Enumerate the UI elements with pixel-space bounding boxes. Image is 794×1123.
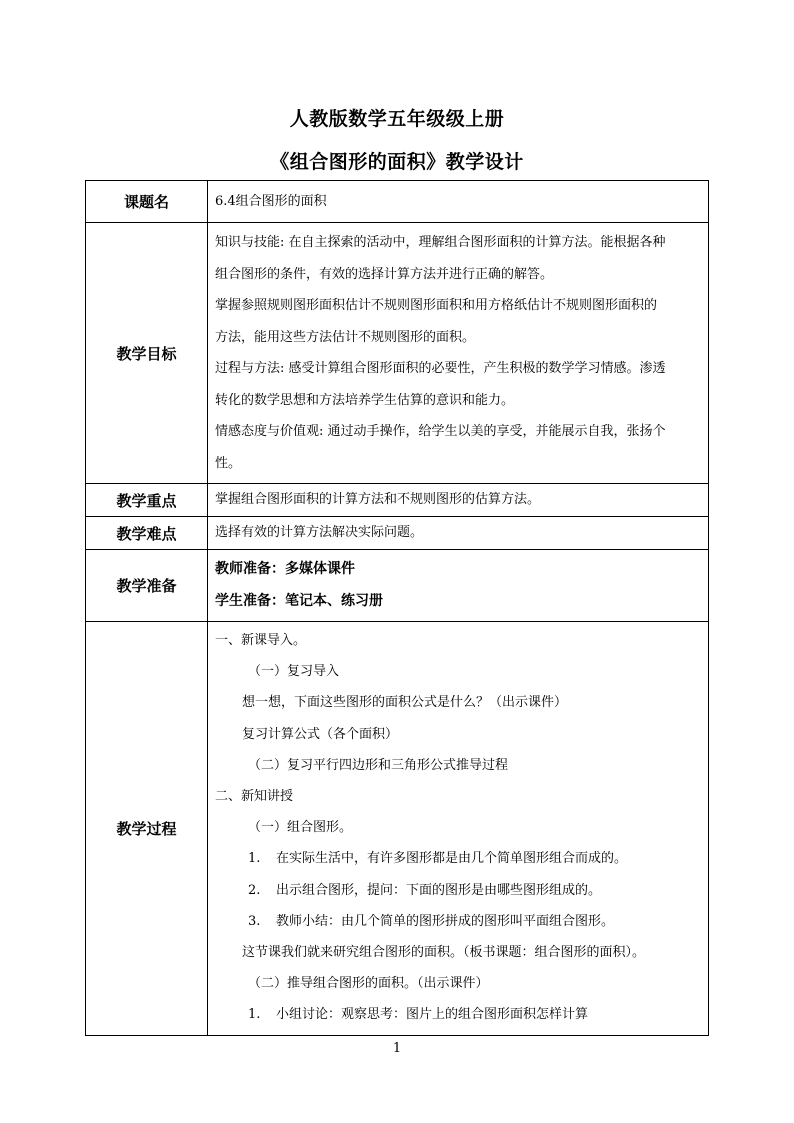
item-text: 在实际生活中，有许多图形都是由几个简单图形组合而成的。 bbox=[276, 851, 628, 867]
process-text: 这节课我们就来研究组合图形的面积。（板书课题：组合图形的面积）。 bbox=[242, 945, 646, 961]
goals-label: 教学目标 bbox=[86, 223, 208, 484]
goals-line: 方法，能用这些方法估计不规则图形的面积。 bbox=[215, 329, 476, 345]
numbered-item bbox=[215, 875, 702, 906]
document-title: 人教版数学五年级级上册 bbox=[289, 108, 505, 130]
goals-line: 情感态度与价值观: 通过动手操作，给学生以美的享受，并能展示自我，张扬个 bbox=[215, 424, 666, 439]
goals-line: 性。 bbox=[215, 455, 242, 471]
goals-line: 转化的数学思想和方法培养学生估算的意识和能力。 bbox=[215, 392, 515, 408]
subsection-heading: （二）推导组合图形的面积。（出示课件） bbox=[248, 976, 489, 992]
item-number: 3. bbox=[248, 913, 261, 929]
table-row-goals bbox=[86, 223, 709, 484]
document-subtitle: 《组合图形的面积》教学设计 bbox=[270, 151, 524, 173]
lesson-plan-table bbox=[85, 180, 709, 1036]
process-content bbox=[208, 622, 709, 1036]
preparation-label: 教学准备 bbox=[86, 550, 208, 622]
table-row-preparation bbox=[86, 550, 709, 622]
item-text: 出示组合图形，提问：下面的图形是由哪些图形组成的。 bbox=[276, 882, 602, 898]
item-number: 1. bbox=[248, 851, 261, 867]
student-preparation: 学生准备：笔记本、练习册 bbox=[215, 592, 383, 609]
item-text: 教师小结：由几个简单的图形拼成的图形叫平面组合图形。 bbox=[276, 913, 615, 929]
numbered-item bbox=[215, 843, 702, 874]
item-number: 2. bbox=[248, 882, 261, 898]
item-text: 小组讨论：观察思考：图片上的组合图形面积怎样计算 bbox=[276, 1007, 589, 1023]
page-number: 1 bbox=[392, 1041, 402, 1056]
table-row-process bbox=[86, 622, 709, 1036]
topic-value: 6.4组合图形的面积 bbox=[208, 181, 709, 223]
numbered-item bbox=[215, 999, 702, 1030]
goals-line: 组合图形的条件，有效的选择计算方法并进行正确的解答。 bbox=[215, 266, 554, 282]
topic-label: 课题名 bbox=[86, 181, 208, 223]
key-points-label: 教学重点 bbox=[86, 484, 208, 517]
process-text: 复习计算公式（各个面积） bbox=[242, 726, 399, 742]
goals-line: 知识与技能: 在自主探索的活动中，理解组合图形面积的计算方法。能根据各种 bbox=[215, 235, 666, 250]
subsection-heading: （一）复习导入 bbox=[248, 664, 340, 680]
table-row-difficulties bbox=[86, 517, 709, 550]
section-heading: 一、新课导入。 bbox=[215, 633, 307, 648]
preparation-content bbox=[208, 550, 709, 622]
subsection-heading: （一）组合图形。 bbox=[248, 820, 353, 836]
teacher-preparation: 教师准备：多媒体课件 bbox=[215, 561, 355, 577]
table-row-topic bbox=[86, 181, 709, 223]
key-points-value: 掌握组合图形面积的计算方法和不规则图形的估算方法。 bbox=[208, 484, 709, 517]
table-row-key-points bbox=[86, 484, 709, 517]
goals-line: 过程与方法: 感受计算组合图形面积的必要性，产生积极的数学学习情感。渗透 bbox=[215, 361, 666, 376]
process-label: 教学过程 bbox=[86, 622, 208, 1036]
goals-content bbox=[208, 223, 709, 484]
section-heading: 二、新知讲授 bbox=[215, 789, 294, 805]
difficulties-label: 教学难点 bbox=[86, 517, 208, 550]
difficulties-value: 选择有效的计算方法解决实际问题。 bbox=[208, 517, 709, 550]
numbered-item bbox=[215, 906, 702, 937]
goals-line: 掌握参照规则图形面积估计不规则图形面积和用方格纸估计不规则图形面积的 bbox=[215, 298, 658, 313]
item-number: 1. bbox=[248, 1007, 261, 1023]
process-text: 想一想，下面这些图形的面积公式是什么？（出示课件） bbox=[242, 695, 568, 711]
subsection-heading: （二）复习平行四边形和三角形公式推导过程 bbox=[248, 757, 509, 773]
